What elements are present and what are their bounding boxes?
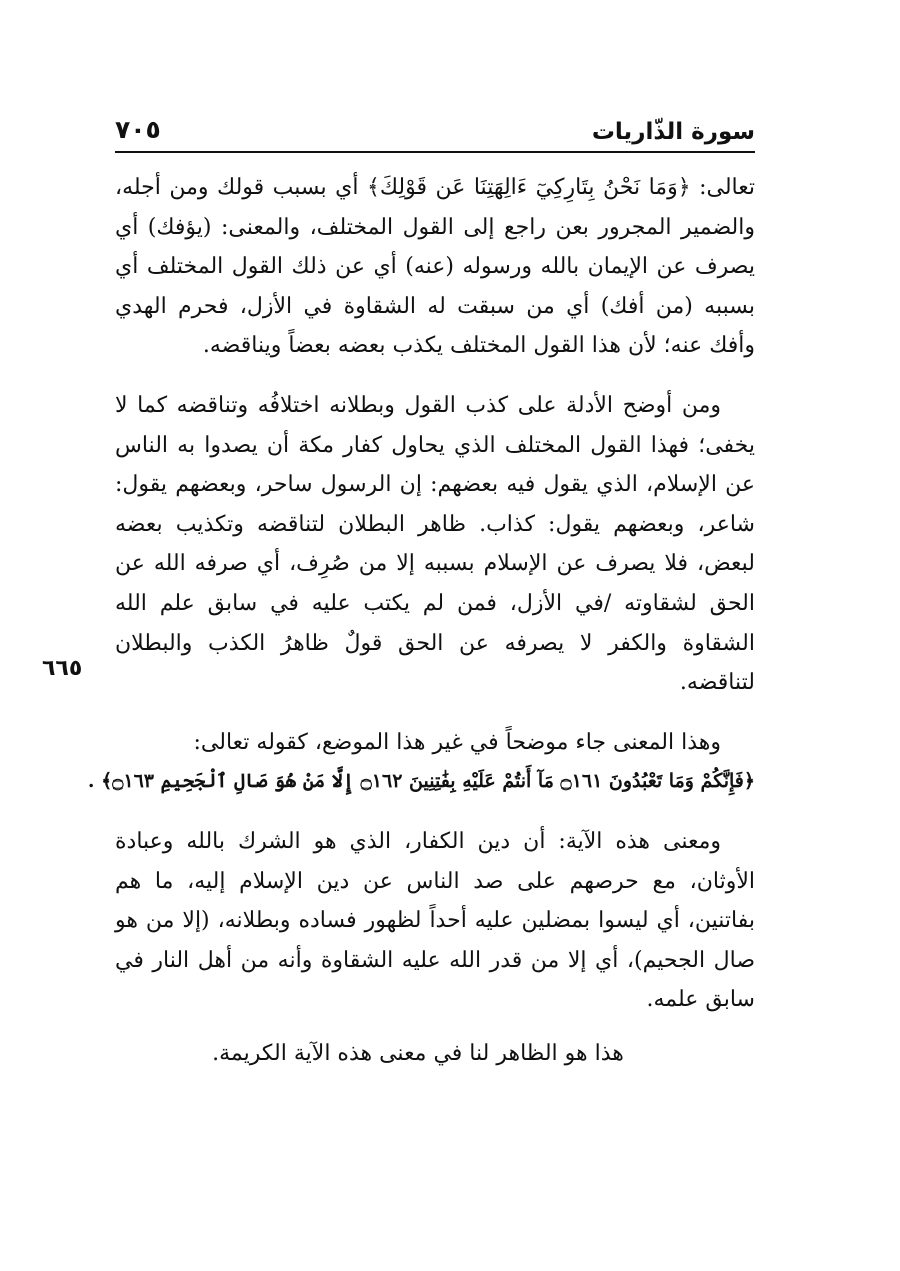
- closing-paragraph: هذا هو الظاهر لنا في معنى هذه الآية الكريمة.: [212, 1040, 624, 1066]
- quran-verse-quote: ﴿فَإِنَّكُمْ وَمَا تَعْبُدُونَ ۝١٦١ مَآ أَنتُمْ عَلَيْهِ بِفَٰتِنِينَ ۝١٦٢ إِلَّا مَنْ هُوَ صَالِ ٱلْجَحِيمِ ۝١٦٣﴾ .: [87, 770, 755, 793]
- page-header: [115, 112, 755, 152]
- paragraph-1: تعالى: ﴿وَمَا نَحْنُ بِتَارِكِيٓ ءَالِهَتِنَا عَن قَوْلِكَ﴾ أي بسبب قولك ومن أجله، والضمير المجرور بعن راجع إلى القول المختلف، والمعنى: (يؤفك) أي يصرف عن الإيمان بالله ورسوله (عنه) أي عن ذلك القول المختلف أي بسببه (من أفك) أي من سبقت له الشقاوة في الأزل، فحرم الهدي وأفك عنه؛ لأن هذا القول المختلف يكذب بعضه بعضاً ويناقضه.: [115, 175, 756, 359]
- header-rule: [115, 151, 755, 153]
- surah-title: سورة الذّاريات: [591, 119, 755, 145]
- paragraph-4: ومعنى هذه الآية: أن دين الكفار، الذي هو الشرك بالله وعبادة الأوثان، مع حرصهم على صد الناس عن دين الإسلام إليه، ما هم بفاتنين، أي ليسوا بمضلين عليه أحداً لظهور فساده وبطلانه، (إلا من هو صال الجحيم)، أي إلا من قدر الله عليه الشقاوة وأنه من أهل النار في سابق علمه.: [115, 828, 755, 1013]
- page-number: ٧٠٥: [115, 115, 161, 144]
- margin-page-reference: ٦٦٥: [42, 656, 83, 681]
- body-text: [87, 168, 756, 1073]
- paragraph-2: ومن أوضح الأدلة على كذب القول وبطلانه اختلافُه وتناقضه كما لا يخفى؛ فهذا القول المختلف الذي يحاول كفار مكة أن يصدوا به الناس عن الإسلام، الذي يقول فيه بعضهم: إن الرسول ساحر، وبعضهم يقول: شاعر، وبعضهم يقول: كذاب. ظاهر البطلان لتناقضه وتكذيب بعضه لبعض، فلا يصرف عن الإسلام بسببه إلا من صُرِف، أي صرفه الله عن الحق لشقاوته /في الأزل، فمن لم يكتب عليه في سابق علم الله الشقاوة والكفر لا يصرفه عن الحق قولٌ ظاهرُ الكذب والبطلان لتناقضه.: [115, 392, 755, 696]
- paragraph-3: وهذا المعنى جاء موضحاً في غير هذا الموضع، كقوله تعالى:: [193, 729, 721, 755]
